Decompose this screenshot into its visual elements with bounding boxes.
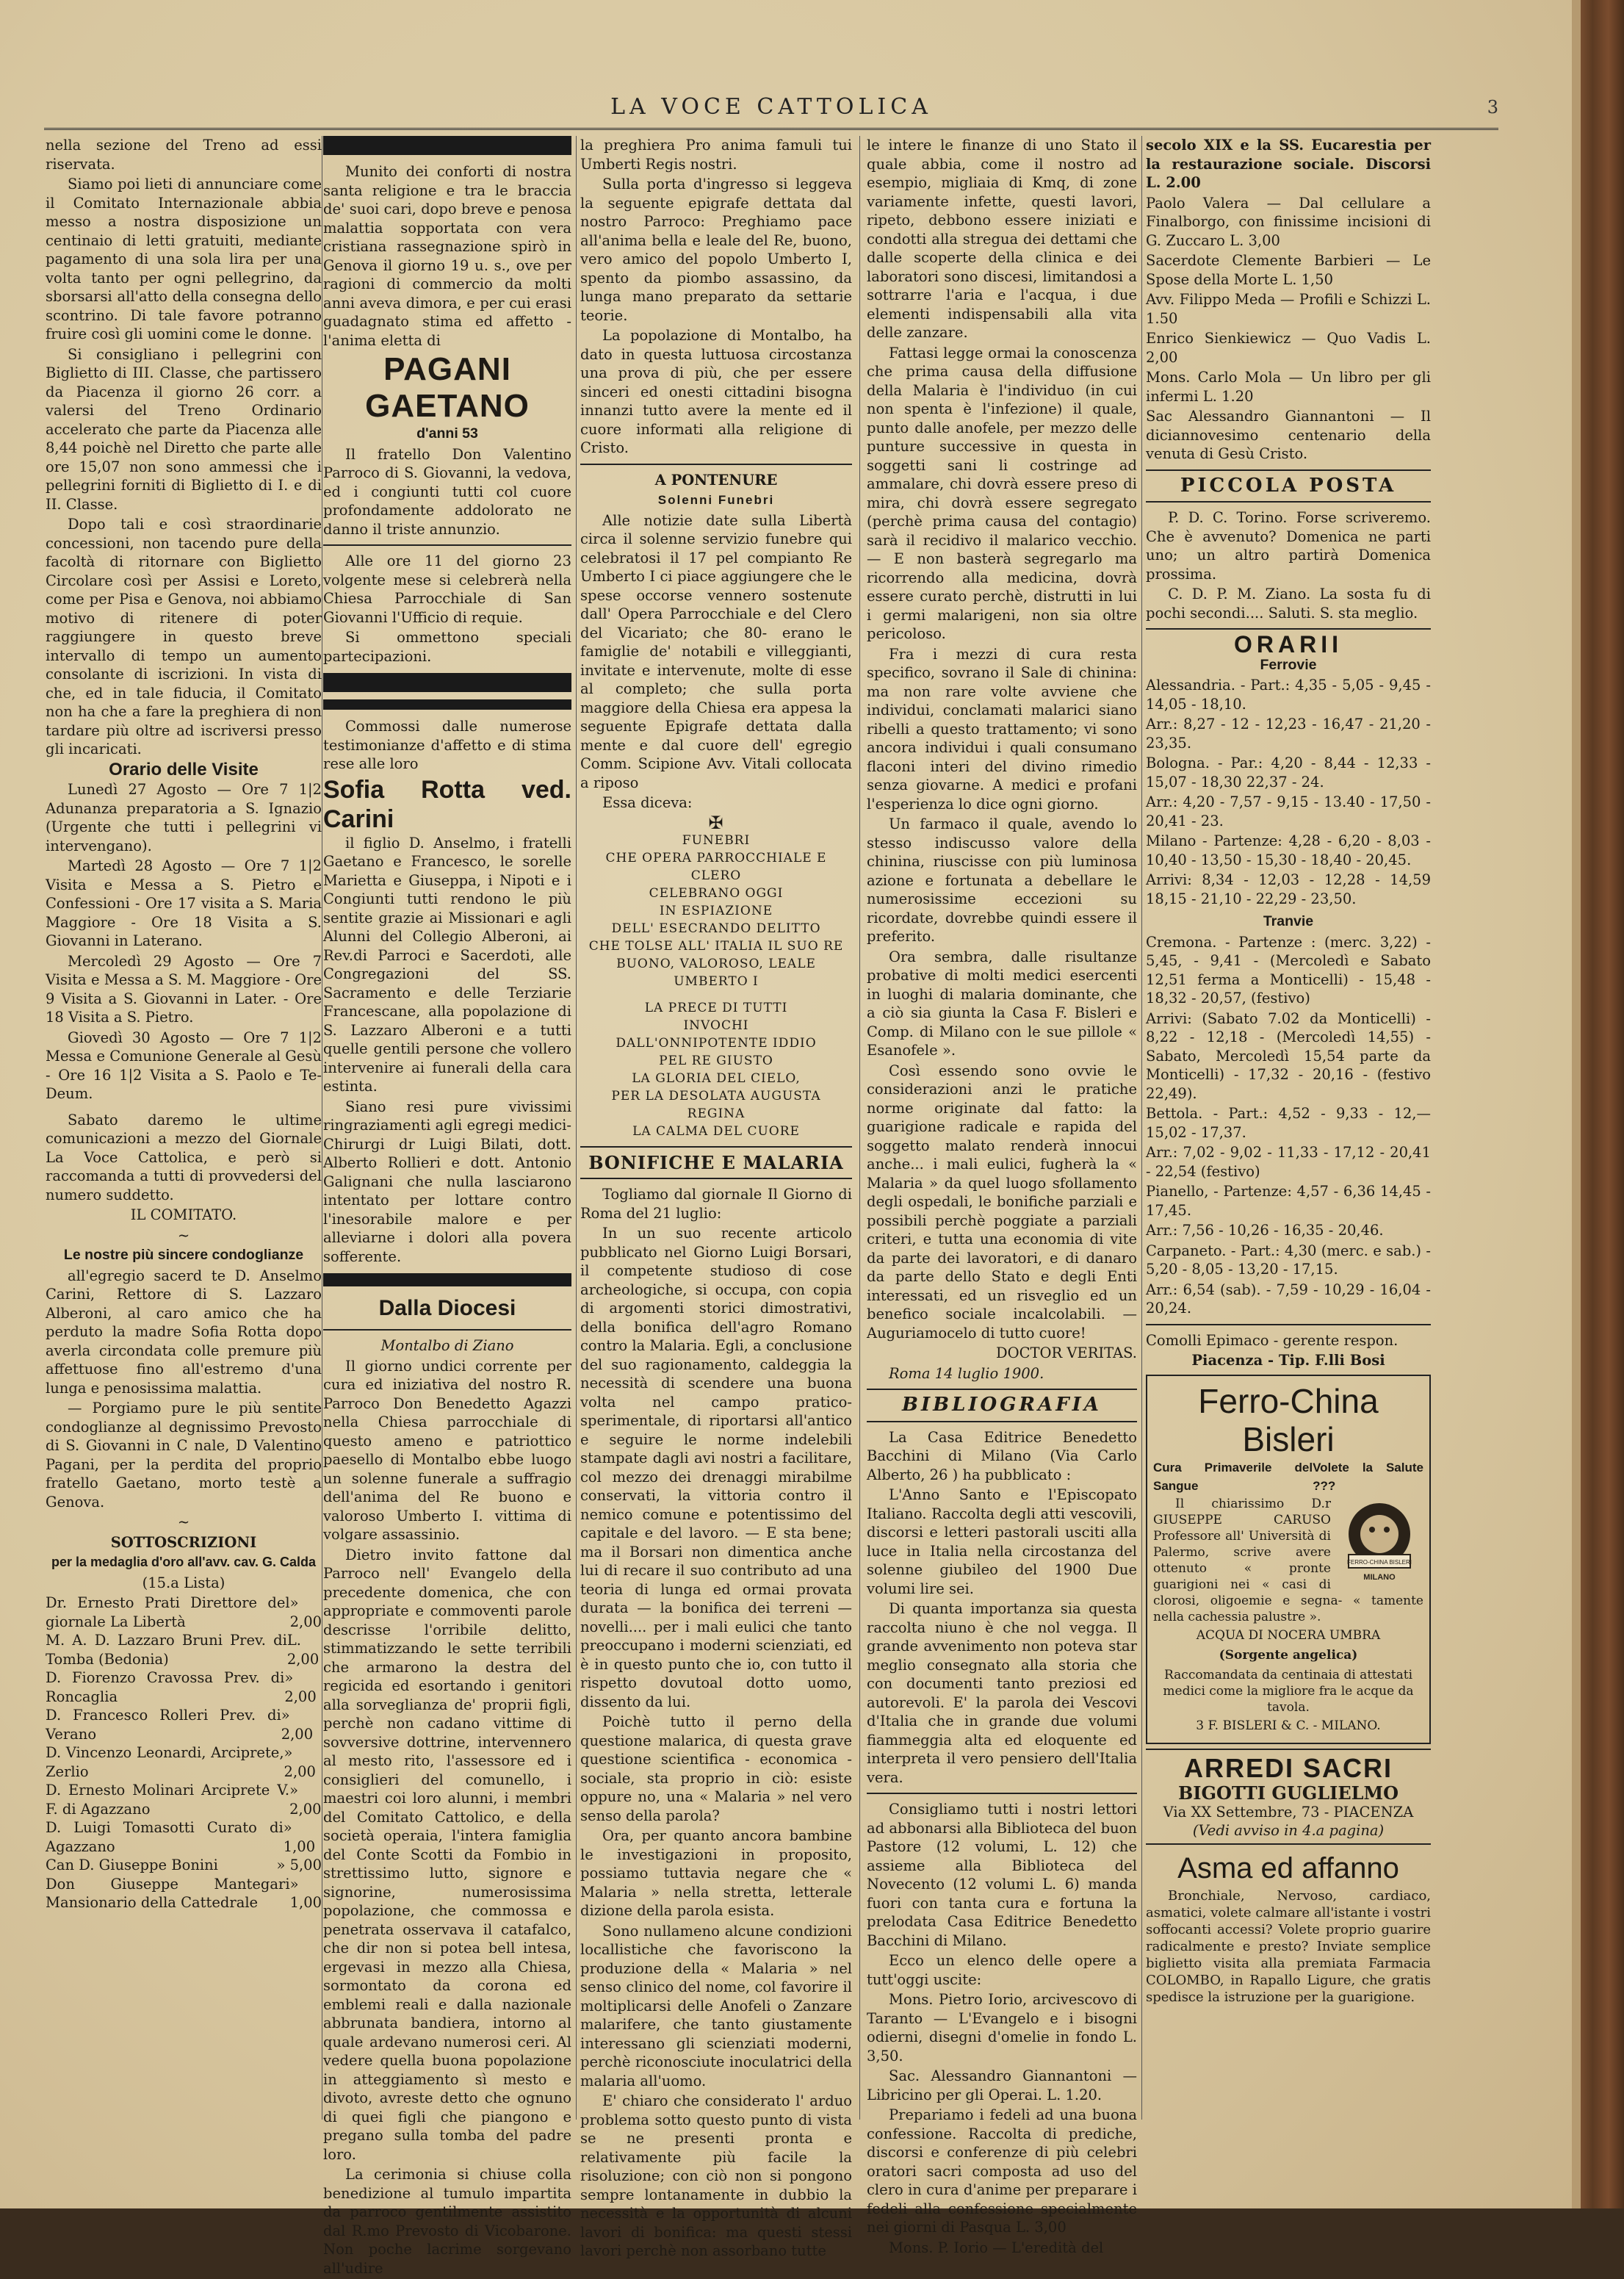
paragraph: P. D. C. Torino. Forse scriveremo. Che è avvenuto? Domenica ne parti uno; un altro partirà Domenica prossima. [1146,509,1431,583]
paragraph: Si consigliano i pellegrini con Biglietto di III. Classe, che partissero da Piacenza il giorno 26 corr. a valersi del Treno Ordinario accelerato che parte da Piacenza alle 8,44 poichè nel Diretto che parte alle ore 15,07 non sono ammessi che i pellegrini forniti di Biglietto di I. e di II. Classe. [46,345,322,513]
paragraph: Siano resi pure vivissimi ringraziamenti agli egregi medici-Chirurgi dr Luigi Bilati, dott. Alberto Rollieri e dott. Antonio Galignani che nulla lasciarono intentato per lottare contro l'inesorabile malore e per alleviarne i dolori alla povera sofferente. [323,1098,571,1265]
section-title-orari: ORARII [1234,631,1343,658]
epigraph-line: INVOCHI [683,1018,749,1033]
timetable-line: Arr.: 7,02 - 9,02 - 11,33 - 17,12 - 20,41 - 22,54 (festivo) [1146,1144,1431,1180]
timetable-line: Carpaneto. - Part.: 4,30 (merc. e sab.) - 5,20 - 8,05 - 13,20 - 17,15. [1146,1242,1431,1278]
column-5 [1146,136,1431,2007]
section-subtitle: Solenni Funebri [657,493,775,507]
masthead-title: LA VOCE CATTOLICA [610,94,932,120]
ad-tagline-left: Cura Primaverile del Sangue [1153,1460,1313,1493]
timetable-line: Milano - Partenze: 4,28 - 6,20 - 8,03 - 10,40 - 13,50 - 15,30 - 18,40 - 20,45. [1146,832,1431,868]
paragraph: la preghiera Pro anima famuli tui Umberti Regis nostri. [580,137,852,173]
obituary-age: d'anni 53 [416,425,478,442]
timetable-line: Arr.: 7,56 - 10,26 - 16,35 - 20,46. [1146,1222,1384,1239]
paragraph: Munito dei conforti di nostra santa religione e tra le braccia de' suoi cari, dopo breve e penosa malattia sopportata con vera cristiana rassegnazione spirò in Genova il giorno 19 u. s., ove per ragioni di commercio da molti anni aveva dimora, e per cui erasi guadagnato stima ed affetto - l'anima eletta di [323,163,571,349]
epigraph-line: LA GLORIA DEL CIELO, [632,1070,801,1086]
ad-title: ARREDI SACRI [1183,1753,1393,1783]
ad-tagline-right: Volete la Salute ??? [1313,1460,1423,1493]
paragraph: le intere le finanze di uno Stato il quale abbia, come il nostro ad esempio, migliaia di Kmq, di zone variamente infette, questi lavori, ripeto, debbono essere iniziati e condotti alla stregua dei dettami che dalle scoperte della clinica e dei laboratori sono discesi, limitandosi a sottrarre l'aria e l'acqua, i due elementi indispensabili alla vita delle zanzare. [867,137,1137,341]
subsection-tranvie: Tranvie [1263,913,1314,929]
paragraph: Il giorno undici corrente per cura ed iniziativa del nostro R. Parroco Don Benedetto Agazzi nella Chiesa parrocchiale di questo ameno e patriottico paesello di Montalbo ebbe luogo un solenne funerale a suffragio dell'anima del Re buono e valoroso Umberto I. vittima di volgare assassinio. [323,1357,571,1543]
ad-title: Ferro-China Bisleri [1198,1381,1379,1458]
book-entry: Mons. Carlo Mola — Un libro per gli infermi L. 1.20 [1146,369,1431,405]
paragraph: Commossi dalle numerose testimonianze d'affetto e di stima rese alle loro [323,718,571,772]
timetable-line: Arrivi: (Sabato 7.02 da Monticelli) - 8,22 - 12,18 - (Mercoledì 14,55) - Sabato, Mercoledì 15,54 parte da Monticelli) - 17,32 - 20,16 - (festivo 22,49). [1146,1009,1431,1102]
paragraph: Di quanta importanza sia questa raccolta niuno è che nol vegga. Il grande avvenimento non poteva star meglio consegnato alla storia che con documenti tanto preziosi ed autorevoli. E' la parola dei Vescovi d'Italia che in grande due volumi fiammeggia alta ed eloquente ed interpreta il vero pensiero dell'Italia vera. [867,1600,1137,1786]
paragraph: Alle ore 11 del giorno 23 volgente mese si celebrerà nella Chiesa Parrocchiale di San Giovanni l'Ufficio di requie. [323,552,571,626]
subscription-row: Don Giuseppe Mantegari Mansionario della Cattedrale » 1,00 [46,1875,322,1911]
mourning-bar [323,699,571,710]
paragraph: Togliamo dal giornale Il Giorno di Roma del 21 luglio: [580,1186,852,1222]
paragraph: L'Anno Santo e l'Episcopato Italiano. Raccolta degli atti vescovili, discorsi e letteri pastorali usciti alla luce in Italia nella circostanza del solenne giubileo del 1900 Due volumi lire sei. [867,1486,1137,1597]
schedule-item: Mercoledì 29 Agosto — Ore 7 Visita e Messa a S. M. Maggiore - Ore 9 Visita a S. Giovanni in Later. - Ore 18 Visita a S. Pietro. [46,952,322,1026]
book-entry: Enrico Sienkiewicz — Quo Vadis L. 2,00 [1146,330,1431,366]
column-2 [323,136,571,2279]
section-title-bonifiche: BONIFICHE E MALARIA [588,1151,844,1173]
schedule-item: Giovedì 30 Agosto — Ore 7 1|2 Messa e Comunione Generale al Gesù - Ore 16 1|2 Visita a S. Paolo e Te-Deum. [46,1029,322,1102]
paragraph: Ora, per quanto ancora bambine le investigazioni in proposito, possiamo tuttavia negare che « Malaria » nella stretta, letterale dizione della parola esista. [580,1827,852,1919]
schedule-item: Martedì 28 Agosto — Ore 7 1|2 Visita e Messa a S. Pietro e Confessioni - Ore 17 visita a S. Maria Maggiore - Ore 18 Visita a S. Giovanni in Laterano. [46,857,322,949]
ad-footer: 3 F. BISLERI & C. - MILANO. [1196,1718,1381,1733]
timetable-line: Arr.: 8,27 - 12 - 12,23 - 16,47 - 21,20 - 23,35. [1146,716,1431,752]
epigraph-line: CELEBRANO OGGI [649,885,784,901]
paragraph: Dietro invito fattone dal Parroco nell' Evangelo della precedente domenica, che con appropriate e commoventi parole descrisse l'orribile delitto, stimmatizzando le sette terribili che armarono la destra del regicida ed esortando i genitori alla sorveglianza de' proprii figli, perchè non cadano vittime di sovversive dottrine, intervennero al mesto rito, l'assessore ed i consiglieri del comunello, i maestri coi loro alunni, i membri del Comitato Cattolico, e della società operaia, l'intera famiglia del Conte Scotti da Fombio in strettissimo lutto, signore e signorine, numerosissima popolazione, che commossa e penetrata osservava il catafalco, che dir non si potea bell intesa, ergevasi in mezzo alla Chiesa, sormontato da corona ed emblemi reali e dalla nazionale abbrunata bandiera, intorno al quale ardevano numerosi ceri. Al vedere quella buona popolazione in atteggiamento sì mesto e divoto, avreste detto che ognuno di quei figli che piangono e pregano sulla tomba del padre loro. [323,1546,571,2163]
obituary-name: PAGANI GAETANO [365,351,530,424]
mourning-bar [323,136,571,155]
ad-ferro-china-bisleri [1146,1375,1431,1745]
paragraph: La cerimonia si chiuse colla benedizione al tumulo impartita da parroco gentilmente assistito dal R.mo Prevosto di Vicobarone. Non poche lacrime sorgevano all'udire [323,2166,571,2277]
epigraph-line: LA CALMA DEL CUORE [632,1123,800,1139]
section-title-posta: PICCOLA POSTA [1180,474,1397,497]
ornament: ~ [177,1513,190,1530]
gerente-line: Comolli Epimaco - gerente respon. [1146,1331,1399,1349]
divider [580,1178,852,1179]
column-rule [859,136,860,2120]
book-binding [1572,0,1624,2208]
mourning-bar [323,1273,571,1286]
divider [580,464,852,465]
divider [1146,501,1431,503]
epigraph-line: PER LA DESOLATA AUGUSTA REGINA [611,1088,821,1121]
timetable-line: Bettola. - Part.: 4,52 - 9,33 - 12,— 15,02 - 17,37. [1146,1105,1431,1141]
timetable-line: Alessandria. - Part.: 4,35 - 5,05 - 9,45 - 14,05 - 18,10. [1146,677,1431,713]
column-1 [46,136,322,1912]
ad-text: Bronchiale, Nervoso, cardiaco, asmatici, volete calmare all'istante i vostri soffocanti accessi? Volete proprio guarire radicalmente e presto? Inviate semplice biglietto visita alla premiata Farmacia COLOMBO, in Rapallo Ligure, che gratis spedisce la istruzione per la guarigione. [1146,1887,1431,2005]
section-title-bibliografia: BIBLIOGRAFIA [902,1394,1102,1416]
paragraph: C. D. P. M. Ziano. La sosta fu di pochi secondi.... Saluti. S. sta meglio. [1146,586,1431,622]
column-4 [867,136,1137,2258]
section-title-orario: Orario delle Visite [109,759,259,780]
lion-bottle-icon [1335,1496,1423,1584]
divider [867,1389,1137,1390]
book-entry: Mons. Pietro Iorio, arcivescovo di Taranto — L'Evangelo e i bisogni odierni, disegni d'omelie in fondo L. 3,50. [867,1991,1137,2064]
book-entry: Sac. Alessandro Giannantoni — Libricino per gli Operai. L. 1.20. [867,2067,1137,2103]
ad-water-title: ACQUA DI NOCERA UMBRA [1196,1627,1381,1643]
epigraph [580,814,852,1140]
timetable-line: Arr.: 4,20 - 7,57 - 9,15 - 13.40 - 17,50 - 20,41 - 23. [1146,793,1431,829]
paragraph: Essa diceva: [602,794,693,811]
subscriptions-list: (15.a Lista) [142,1574,225,1591]
ornament: ~ [177,1226,190,1244]
column-3 [580,136,852,2262]
timetable-line: Arr.: 6,54 (sab). - 7,59 - 10,29 - 16,04 - 20,24. [1146,1281,1431,1317]
subscriptions-title: SOTTOSCRIZIONI [110,1533,257,1551]
paragraph: Il fratello Don Valentino Parroco di S. Giovanni, la vedova, ed i congiunti tutti col cuore profondamente addolorato ne danno il triste annunzio. [323,445,571,538]
paragraph: Alle notizie date sulla Libertà circa il solenne servizio funebre qui celebratosi il 17 pel compianto Re Umberto I ci piace aggiungere che le spese occorse vennero sostenute dall' Opera Parrocchiale e del Clero del Vicariato; che 80- erano le famiglie de' notabili e villeggianti, invitate e intervenute, molte di esse al completo; che sulla porta maggiore della Chiesa era appesa la seguente Epigrafe dettata dalla mente e dal cuore dell' egregio Comm. Scipione Avv. Vitali collocata a riposo [580,511,852,791]
epigraph-line: BUONO, VALOROSO, LEALE [616,956,816,971]
divider [580,1146,852,1148]
paragraph: E' chiaro che considerato l' arduo problema sotto questo punto di vista se ne presenti pronta e relativamente più facile la risoluzione; con ciò non si pongono sempre lontanamente in dubbio la necessità e la opportunità di alcuni lavori di bonifica: ma questi stessi lavori perchè non assorbano tutte [580,2092,852,2259]
paragraph: La Casa Editrice Benedetto Bacchini di Milano (Via Carlo Alberto, 26 ) ha pubblicato : [867,1428,1137,1483]
masthead [44,87,1498,130]
timetable-line: Cremona. - Partenze : (merc. 3,22) - 5,45, - 9,41 - (Mercoledì e Sabato 12,51 ferma a Monticelli) - 15,48 - 18,32 - 20,57, (festivo) [1146,933,1431,1007]
dateline: Montalbo di Ziano [380,1337,514,1354]
divider [323,544,571,546]
section-title-diocesi: Dalla Diocesi [378,1296,516,1320]
timetable-line: Arrivi: 8,34 - 12,03 - 12,28 - 14,59 18,15 - 21,10 - 22,29 - 23,50. [1146,871,1431,907]
ad-note: (Vedi avviso in 4.a pagina) [1192,1822,1385,1839]
paragraph: Dopo tali e così straordinarie concessioni, non tacendo pure della facoltà di ritornare con Biglietto Circolare così per Assisi e Loreto, come per Pisa e Genova, noi abbiamo motivo di ritenere di poter raggiungere in questo breve intervallo di tempo un aumento consolante di iscrizioni. In vista di che, ed in tale fiducia, il Comitato non ha che a fare la preghiera di non tardare più oltre ad iscriversi presso gli incaricati. [46,516,322,757]
subscription-row: D. Ernesto Molinari Arciprete V. F. di Agazzano » 2,00 [46,1782,322,1818]
book-entry: Mons. P. Iorio — L'eredità del [889,2239,1104,2256]
divider [323,1329,571,1331]
paragraph: Un farmaco il quale, avendo lo stesso indiscusso valore della chinina, riuscisse con più luminosa azione e fortunata a debellare le numerosissime eccezioni su ricordate, dovrebbe quindi essere il preferito. [867,816,1137,945]
ad-name: BIGOTTI GUGLIELMO [1177,1782,1399,1804]
epigraph-line: CHE TOLSE ALL' ITALIA IL SUO RE [588,938,844,954]
paragraph: Ecco un elenco delle opere a tutt'oggi uscite: [867,1952,1137,1988]
article-signature: DOCTOR VERITAS. [995,1344,1137,1361]
epigraph-line: DELL' ESECRANDO DELITTO [611,921,821,936]
divider [1146,628,1431,630]
epigraph-line: PEL RE GIUSTO [659,1053,773,1068]
ad-water-text: Raccomandata da centinaia di attestati medici come la migliore fra le acque da tavola. [1163,1667,1414,1715]
subscription-row: M. A. D. Lazzaro Bruni Prev. di Tomba (Bedonia) L. 2,00 [46,1632,320,1668]
paragraph: Così essendo sono ovvie le considerazioni anzi le pratiche norme originate dal fatto: la guarigione radicale e rapida del soggetto malato renderà innocui anche... i mali eulici, fugherà la « Malaria » da quel luogo sfollamento degli ospedali, le bonifiche parziali e possibili perchè poggiate a parziali criteri, e tutta una economia di vite da parte dei lavoratori, e di danaro da parte dello Stato e degli Enti interessati, ed un risveglio ed un benefico sociale incalcolabili. — Auguriamocelo di tutto cuore! [867,1062,1137,1342]
ad-address: Via XX Settembre, 73 - PIACENZA [1163,1803,1414,1821]
subscriptions-subtitle: per la medaglia d'oro all'avv. cav. G. Calda [51,1555,317,1569]
epigraph-line: FUNEBRI [682,832,751,848]
ad-arredi-sacri [1146,1749,1431,1845]
subscriptions-list-items [46,1594,322,1912]
subscription-row: D. Fiorenzo Cravossa Prev. di Roncaglia » 2,00 [46,1669,317,1705]
epigraph-line: LA PRECE DI TUTTI [644,1000,788,1015]
subscription-row: D. Francesco Rolleri Prev. di Verano » 2,00 [46,1707,314,1743]
paragraph: il figlio D. Anselmo, i fratelli Gaetano e Francesco, le sorelle Marietta e Giuseppa, i Nipoti e i Congiunti tutti rendono le più sentite grazie ai Missionari e agli Alunni del Collegio Alberoni, ai Rev.di Parroci e Sacerdoti, alle Congregazioni del SS. Sacramento e delle Terziarie Francescane, alla popolazione di S. Lazzaro Alberoni e a tutti quelle gentili persone che vollero intervenire ai funerali della cara estinta. [323,834,571,1095]
paragraph: Ora sembra, dalle risultanze probative di molti medici esercenti in luoghi di malaria dominante, che a ciò sia giunta la Casa F. Bisleri e Comp. di Milano con le sue pillole « Esanofele ». [867,948,1137,1059]
printer-line: Piacenza - Tip. F.lli Bosi [1191,1352,1385,1369]
book-entry: Prepariamo i fedeli ad una buona confessione. Raccolta di prediche, discorsi e conferenze di più celebri oratori sacri composta ad uso del clero in cura d'anime per preparare i fedeli alla confessione specialmente nei giorni di Pasqua L. 3,00 [867,2106,1137,2236]
dateline: Roma 14 luglio 1900. [889,1364,1044,1382]
paragraph: Poichè tutto il perno della questione malarica, di questa grave questione scientifica - economica - sociale, sta proprio in ciò: esiste oppure no, una « Malaria » nel vero senso della parola? [580,1713,852,1824]
ad-text: Il chiarissimo D.r GIUSEPPE CARUSO Professore all' Università di Palermo, scrive avere ottenuto « pronte guarigioni nei « casi di clorosi, oligoemie e segna- « tamente nella cachessia palustre ». [1153,1496,1423,1624]
condolence-title: Le nostre più sincere condoglianze [63,1247,304,1263]
subscription-row: D. Luigi Tomasotti Curato di Agazzano » 1,00 [46,1819,316,1855]
paragraph: Sulla porta d'ingresso si leggeva la seguente epigrafe dettata dal nostro Parroco: Preghiamo pace all'anima bella e leale del Re, buono, vero amico del popolo Umberto I, spento da piombo assassino, da lunga mano preparato da settarie teorie. [580,176,852,324]
ad-title: Asma ed affanno [1177,1851,1399,1884]
schedule-item: Lunedì 27 Agosto — Ore 7 1|2 Adunanza preparatoria a S. Ignazio (Urgente che tutti i pellegrini vi intervengano). [46,781,322,854]
paragraph: In un suo recente articolo pubblicato nel Giorno Luigi Borsari, il competente studioso di cose archeologiche, si occupa, con copia di argomenti storici dimostrativi, della bonifica dell'agro Romano contro la Malaria. Egli, a conclusione del suo ragionamento, caldeggia la necessità di scendere una buona volta nel campo pratico-sperimentale, di riportarsi all'antico e seguire le norme indelebili stampate dagli avi nostri a facilitare, col mezzo dei drenaggi mirabilme conservati, la vittoria contro il nemico comune e potentissimo del capitale e del lavoro. — E sta bene; ma il Borsari non dimentica anche lui di recare il suo contributo ad una teoria di lunga ed ormai provata durata — la bonifica dei terreni — novelli.... per i mali eulici che tanto preoccupano i moderni scienziati, ed è in questo punto che io, con tutto il rispetto dovutoal dotto uomo, dissento da lui. [580,1225,852,1710]
ad-milano: MILANO [1363,1572,1396,1582]
epigraph-line: CHE OPERA PARROCCHIALE E CLERO [605,850,827,883]
paragraph: all'egregio sacerd te D. Anselmo Carini, Rettore di S. Lazzaro Alberoni, al caro amico che ha perduto la madre Sofia Rotta dopo averla circondata colle premure più affettuose fino all'estremo d'una lunga e penosissima malattia. [46,1267,322,1397]
ad-taglines [1153,1458,1423,1496]
mourning-bar [323,673,571,692]
paragraph: Sono nullameno alcune condizioni locallistiche che favoriscono la produzione della « Malaria » nel senso clinico del nome, col favorire il moltiplicarsi delle Anofeli o Zanzare malarifere, che tanto giustamente interessano gli scienziati moderni, perchè riconosciute inoculatrici della malaria all'uomo. [580,1922,852,2089]
paragraph: La popolazione di Montalbo, ha dato in questa luttuosa circostanza una prova di più, che per essere sinceri ed onesti cittadini bisogna innanzi tutto avere la mente ed il cuore informati alla religione di Cristo. [580,327,852,456]
paragraph: Sabato daremo le ultime comunicazioni a mezzo del Giornale La Voce Cattolica, e però si raccomanda a tutti di provvedersi del numero suddetto. [46,1111,322,1203]
ad-bottle-label: FERRO-CHINA BISLERI [1346,1558,1412,1566]
ad-water-subtitle: (Sorgente angelica) [1219,1648,1358,1663]
cross-icon: ✠ [708,812,724,833]
divider [1146,469,1431,471]
book-entry: Sac Alessandro Giannantoni — Il diciannovesimo centenario della venuta di Gesù Cristo. [1146,408,1431,462]
subscription-row: D. Vincenzo Leonardi, Arciprete, Zerlio » 2,00 [46,1744,316,1780]
divider [1146,1324,1431,1325]
paragraph: Fattasi legge ormai la conoscenza che prima causa della diffusione della Malaria è l'individuo (in cui non spenta è l'infezione) il quale, punto dalle anofele, per mezzo delle punture successive in questa in soggetti sani li costringe ad ammalare, chi dovrà essere preso di mira, chi dovrà essere segregato (perchè prima causa del contagio) sarà il recidivo il malarico vecchio. — E non basterà segregarlo ma ricorrendo alla medicina, dovrà essere curato perchè, distrutti in lui i germi malarigeni, non sia oltre pericoloso. [867,344,1137,642]
paragraph: Si ommettono speciali partecipazioni. [323,629,571,665]
paragraph: Consigliamo tutti i nostri lettori ad abbonarsi alla Biblioteca del buon Pastore (12 volumi, L. 12) che assieme alla Biblioteca del Novecento (12 volumi L. 6) manda fuori con tanta cura e fortuna la prelodata Casa Editrice Benedetto Bacchini di Milano. [867,1801,1137,1949]
divider [867,1421,1137,1422]
subscription-row: Can D. Giuseppe Bonini » 5,00 [46,1857,322,1873]
subscription-row: Dr. Ernesto Prati Direttore del giornale La Libertà » 2,00 [46,1594,322,1630]
epigraph-line: IN ESPIAZIONE [659,903,773,918]
divider [867,1793,1137,1794]
timetable-line: Bologna. - Par.: 4,20 - 8,44 - 12,33 - 15,07 - 18,30 22,37 - 24. [1146,755,1431,791]
committee-signature: IL COMITATO. [130,1206,237,1223]
obituary-name: Sofia Rotta ved. Carini [323,775,571,833]
page-number: 3 [1487,97,1498,118]
ad-asma [1146,1849,1431,2006]
paragraph: — Porgiamo pure le più sentite condoglianze al degnissimo Prevosto di S. Giovanni in C nale, D Valentino Pagani, per la perdita del proprio fratello Gaetano, morto testè a Genova. [46,1400,322,1511]
epigraph-line: DALL'ONNIPOTENTE IDDIO [616,1035,817,1051]
column-rule [1141,136,1142,2120]
paragraph: Siamo poi lieti di annunciare come il Comitato Internazionale abbia messo a nostra disposizione un centinaio di letti gratuiti, mediante pagamento di una sola lira per una volta tanto per ogni pellegrino, da sborsarsi all'atto della consegna dello scontrino. Di tale favore potranno fruire così gli uomini come le donne. [46,176,322,342]
paragraph: nella sezione del Treno ad essi riservata. [46,137,322,173]
section-title-pontenure: A PONTENURE [654,471,778,489]
book-entry: Sacerdote Clemente Barbieri — Le Spose della Morte L. 1,50 [1146,252,1431,288]
timetable-line: Pianello, - Partenze: 4,57 - 6,36 14,45 - 17,45. [1146,1183,1431,1219]
book-entry: Paolo Valera — Dal cellulare a Finalborgo, con finissime incisioni di G. Zuccaro L. 3,00 [1146,194,1431,249]
column-rule [576,136,577,2120]
paragraph: Fra i mezzi di cura resta specifico, sovrano il Sale di chinina: ma non rare volte avviene che individui, conclamati malarici siano ribelli a questo trattamento; vi sono ancora individui i quali consumano flaconi interi del divino rimedio senza giovarne. A medici e profani l'esperienza lo dice ogni giorno. [867,645,1137,813]
epigraph-line: UMBERTO I [674,973,759,989]
subsection-ferrovie: Ferrovie [1260,656,1317,673]
book-entry: Avv. Filippo Meda — Profili e Schizzi L. 1.50 [1146,291,1431,327]
book-entry: secolo XIX e la SS. Eucarestia per la restaurazione sociale. Discorsi L. 2.00 [1146,137,1431,191]
